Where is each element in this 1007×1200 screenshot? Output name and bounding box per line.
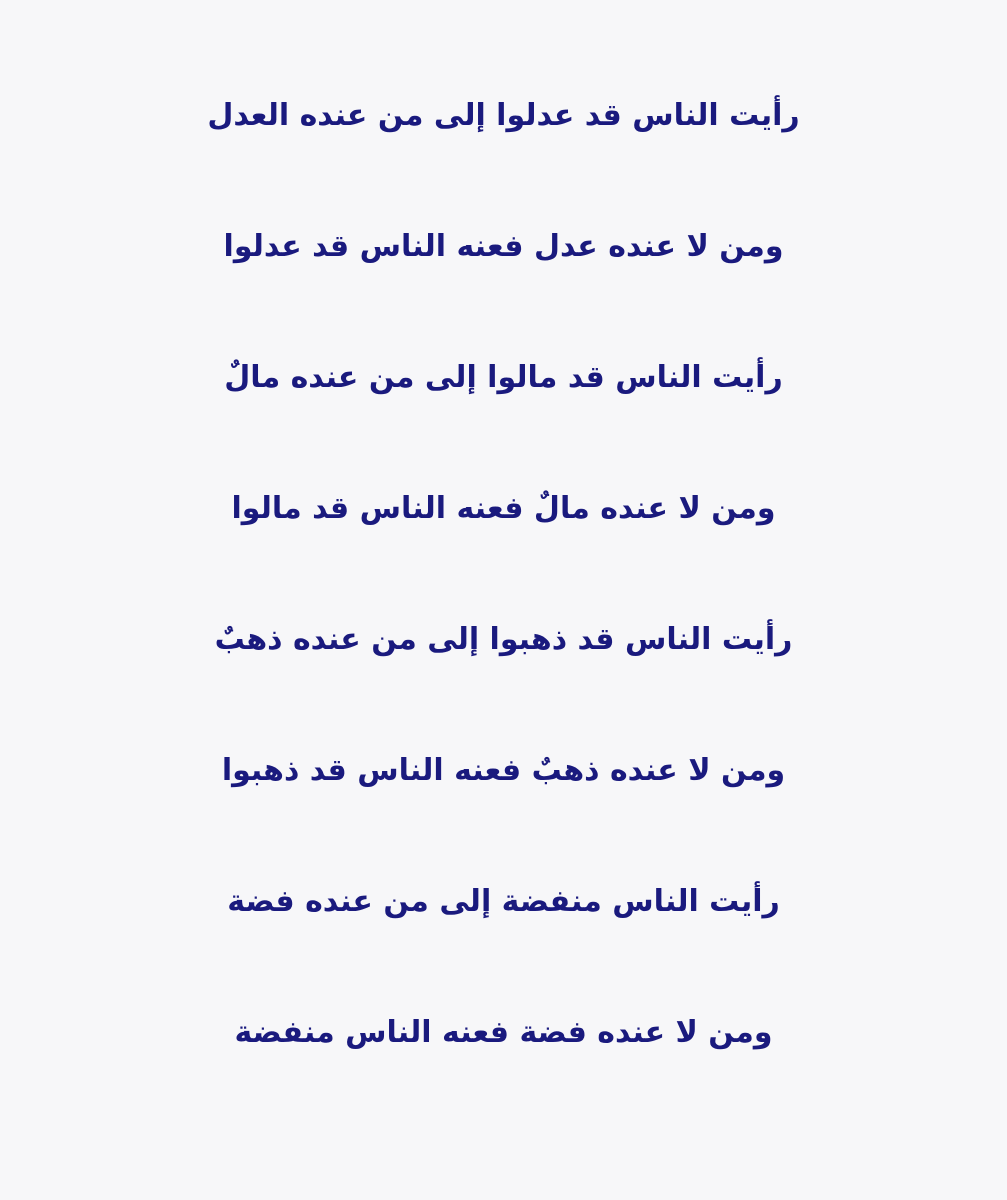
poem-line-1: رأيت الناس قد عدلوا إلى من عنده العدل <box>207 97 800 133</box>
poem-line-4: ومن لا عنده مالٌ فعنه الناس قد مالوا <box>231 490 776 526</box>
poem-line-7: رأيت الناس منفضة إلى من عنده فضة <box>227 883 780 919</box>
poem-line-2: ومن لا عنده عدل فعنه الناس قد عدلوا <box>223 228 784 264</box>
poem-line-5: رأيت الناس قد ذهبوا إلى من عنده ذهبٌ <box>214 621 793 657</box>
poem <box>0 50 1007 1098</box>
poem-line-3: رأيت الناس قد مالوا إلى من عنده مالٌ <box>224 359 783 395</box>
poem-line-6: ومن لا عنده ذهبٌ فعنه الناس قد ذهبوا <box>221 752 786 788</box>
poem-line-8: ومن لا عنده فضة فعنه الناس منفضة <box>234 1014 773 1050</box>
